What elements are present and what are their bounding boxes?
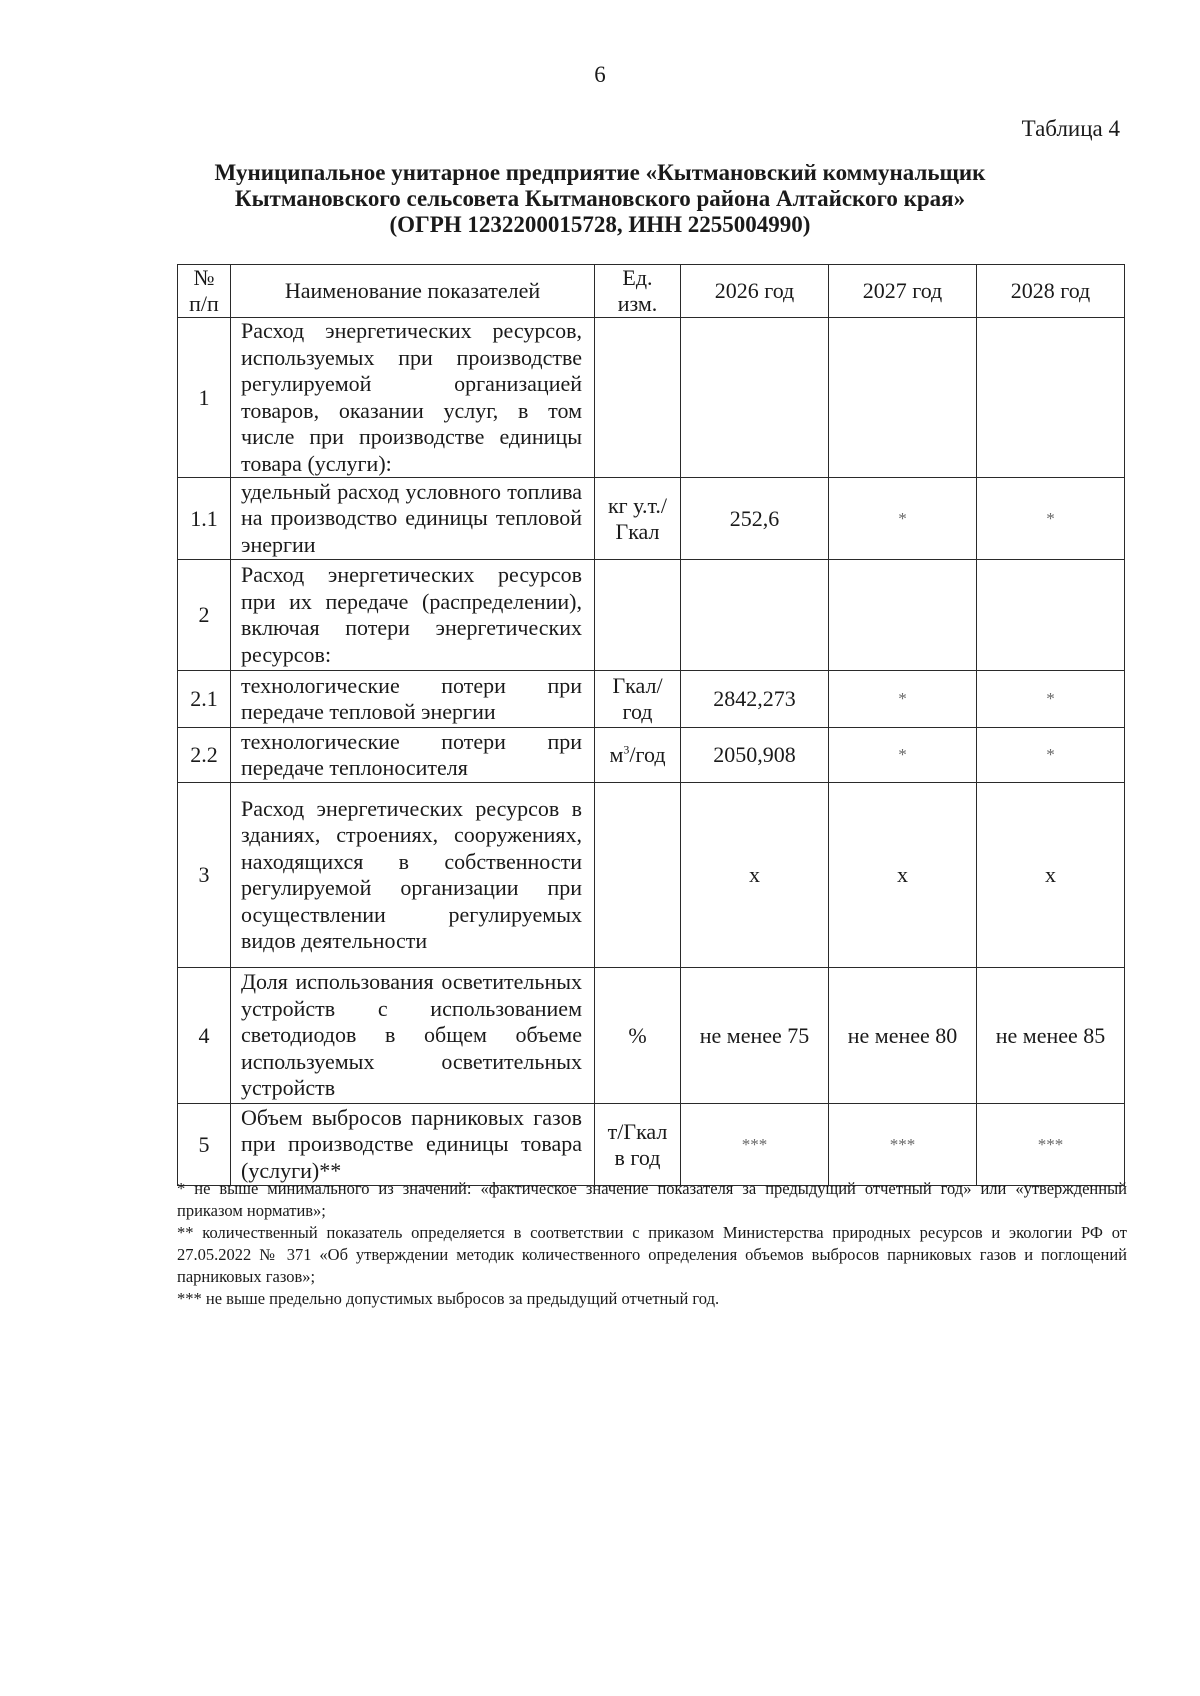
header-2026: 2026 год — [681, 265, 829, 318]
footnote: *** не выше предельно допустимых выбросов за предыдущий отчетный год. — [177, 1289, 720, 1308]
row-value-2026: 2050,908 — [681, 728, 829, 783]
unit-cubic-meters: $м^3$/год — [609, 742, 666, 767]
row-name: удельный расход условного топлива на производство единицы тепловой энергии — [231, 478, 595, 560]
row-value-2027 — [829, 560, 977, 671]
footnotes — [177, 1178, 1127, 1310]
row-value-2027: не менее 80 — [829, 968, 977, 1104]
row-name: Доля использования осветительных устройств с использованием светодиодов в общем объеме используемых осветительных устройств — [231, 968, 595, 1104]
row-value-2026: х — [681, 783, 829, 968]
row-value-2027: х — [829, 783, 977, 968]
table-row — [178, 671, 1125, 728]
row-num: 1.1 — [178, 478, 231, 560]
row-value-2028 — [977, 318, 1125, 478]
table-row — [178, 318, 1125, 478]
row-name: Объем выбросов парниковых газов при производстве единицы товара (услуги)** — [231, 1104, 595, 1186]
title-line: Кытмановского сельсовета Кытмановского района Алтайского края» — [234, 186, 966, 211]
row-value-2028: * — [977, 728, 1125, 783]
table-row — [178, 560, 1125, 671]
row-unit — [595, 560, 681, 671]
row-value-2026: 2842,273 — [681, 671, 829, 728]
table-row — [178, 728, 1125, 783]
row-unit: % — [595, 968, 681, 1104]
footnote: ** количественный показатель определяется в соответствии с приказом Министерства природных ресурсов и экологии РФ от 27.05.2022 № 371 «Об утверждении методик количественного определения объемов выбросов парниковых газов и поглощений парниковых газов»; — [177, 1223, 1127, 1286]
row-value-2026 — [681, 318, 829, 478]
row-num: 2.2 — [178, 728, 231, 783]
indicators-table — [177, 264, 1125, 1186]
row-unit: кг у.т./ Гкал — [595, 478, 681, 560]
title-line: Муниципальное унитарное предприятие «Кытмановский коммунальщик — [214, 160, 986, 185]
row-value-2028: не менее 85 — [977, 968, 1125, 1104]
row-num: 3 — [178, 783, 231, 968]
row-value-2027 — [829, 318, 977, 478]
row-value-2028 — [977, 560, 1125, 671]
row-num: 2 — [178, 560, 231, 671]
header-num: № п/п — [178, 265, 231, 318]
row-unit: т/Гкал в год — [595, 1104, 681, 1186]
header-2028: 2028 год — [977, 265, 1125, 318]
row-num: 1 — [178, 318, 231, 478]
row-value-2026: не менее 75 — [681, 968, 829, 1104]
row-value-2027: * — [829, 478, 977, 560]
row-value-2026: 252,6 — [681, 478, 829, 560]
row-unit — [595, 783, 681, 968]
row-value-2026 — [681, 560, 829, 671]
table-row — [178, 478, 1125, 560]
header-name: Наименование показателей — [231, 265, 595, 318]
row-name: Расход энергетических ресурсов, используемых при производстве регулируемой организацией товаров, оказании услуг, в том числе при производстве единицы товара (услуги): — [231, 318, 595, 478]
row-name: технологические потери при передаче тепловой энергии — [231, 671, 595, 728]
table-row — [178, 968, 1125, 1104]
page-number: 6 — [594, 62, 606, 87]
row-value-2028: х — [977, 783, 1125, 968]
row-value-2028: * — [977, 671, 1125, 728]
document-title — [150, 160, 1050, 238]
row-unit: Гкал/ год — [595, 671, 681, 728]
table-caption: Таблица 4 — [1021, 116, 1120, 141]
header-unit: Ед. изм. — [595, 265, 681, 318]
title-line: (ОГРН 1232200015728, ИНН 2255004990) — [389, 212, 811, 237]
row-name: Расход энергетических ресурсов при их передаче (распределении), включая потери энергетических ресурсов: — [231, 560, 595, 671]
row-unit — [595, 318, 681, 478]
footnote: * не выше минимального из значений: «фактическое значение показателя за предыдущий отчетный год» или «утвержденный приказом норматив»; — [177, 1179, 1127, 1220]
row-num: 4 — [178, 968, 231, 1104]
row-value-2027: * — [829, 671, 977, 728]
row-value-2026: *** — [681, 1104, 829, 1186]
row-name: Расход энергетических ресурсов в зданиях, строениях, сооружениях, находящихся в собственности регулируемой организации при осуществлении регулируемых видов деятельности — [231, 783, 595, 968]
row-num: 2.1 — [178, 671, 231, 728]
table-row — [178, 1104, 1125, 1186]
row-unit — [595, 728, 681, 783]
row-name: технологические потери при передаче теплоносителя — [231, 728, 595, 783]
row-value-2027: * — [829, 728, 977, 783]
header-2027: 2027 год — [829, 265, 977, 318]
row-value-2027: *** — [829, 1104, 977, 1186]
row-num: 5 — [178, 1104, 231, 1186]
row-value-2028: * — [977, 478, 1125, 560]
row-value-2028: *** — [977, 1104, 1125, 1186]
table-row — [178, 783, 1125, 968]
table-header-row — [178, 265, 1125, 318]
